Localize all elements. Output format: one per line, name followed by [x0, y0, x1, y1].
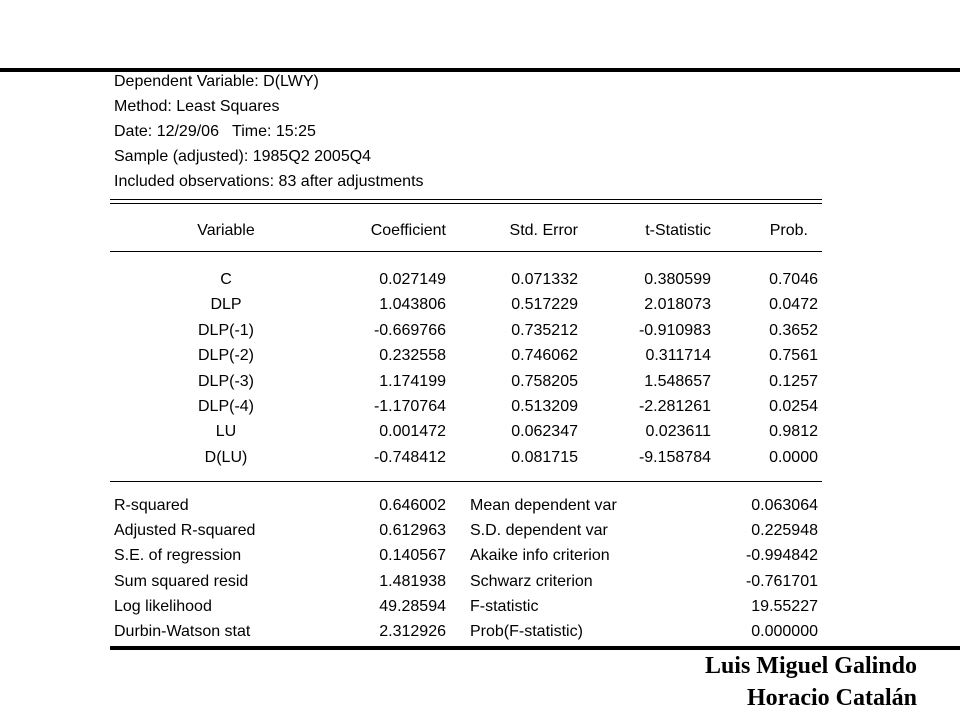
stat-label-left: Durbin-Watson stat: [114, 623, 251, 640]
header-observations: Included observations: 83 after adjustments: [114, 173, 424, 190]
cell-t-statistic: 0.311714: [645, 347, 711, 365]
header-date: Date: 12/29/06 Time: 15:25: [114, 123, 316, 140]
col-variable: Variable: [197, 222, 255, 239]
cell-std-error: 0.071332: [511, 271, 578, 288]
cell-variable: DLP(-4): [197, 398, 254, 415]
stat-label-left: Sum squared resid: [114, 572, 249, 590]
stat-label-right: Prob(F-statistic): [470, 623, 583, 640]
cell-coefficient: -0.748412: [373, 448, 446, 466]
stat-value-right: -0.994842: [745, 547, 818, 565]
stat-label-left: S.E. of regression: [114, 547, 242, 565]
cell-variable: D(LU): [204, 448, 248, 466]
stat-label-right: Mean dependent var: [470, 497, 617, 514]
coef-divider: [110, 481, 822, 482]
cell-std-error: 0.758205: [511, 372, 578, 390]
header-divider-1: [110, 199, 822, 200]
stat-value-right: 0.063064: [751, 497, 818, 514]
cell-prob: 0.7046: [769, 271, 818, 288]
cell-std-error: 0.517229: [511, 296, 578, 314]
cell-prob: 0.0000: [769, 448, 818, 466]
cell-coefficient: 0.232558: [379, 347, 446, 365]
column-header-divider: [110, 251, 822, 252]
col-coefficient: Coefficient: [370, 222, 446, 239]
cell-prob: 0.7561: [769, 347, 818, 365]
cell-coefficient: 1.043806: [379, 296, 446, 314]
cell-variable: DLP(-1): [197, 321, 254, 339]
cell-t-statistic: 0.023611: [645, 423, 711, 441]
cell-coefficient: -0.669766: [373, 321, 446, 339]
cell-std-error: 0.081715: [511, 448, 578, 466]
stat-value-left: 0.646002: [379, 497, 446, 514]
header-dependent-variable: Dependent Variable: D(LWY): [114, 73, 319, 90]
stat-value-left: 0.612963: [379, 522, 446, 540]
cell-coefficient: -1.170764: [373, 398, 446, 415]
cell-t-statistic: -9.158784: [638, 448, 711, 466]
cell-coefficient: 0.027149: [379, 271, 446, 288]
stat-value-left: 49.28594: [379, 597, 446, 615]
cell-coefficient: 1.174199: [379, 372, 446, 390]
cell-variable: DLP(-3): [197, 372, 254, 390]
col-std-error: Std. Error: [509, 222, 578, 239]
stat-value-right: 0.225948: [751, 522, 818, 540]
cell-prob: 0.0472: [769, 296, 818, 314]
bottom-rule: [110, 646, 960, 650]
author-name-1: Luis Miguel Galindo: [704, 653, 917, 679]
cell-variable: DLP(-2): [197, 347, 254, 365]
stat-value-right: -0.761701: [745, 572, 818, 590]
stat-value-left: 0.140567: [379, 547, 446, 565]
cell-prob: 0.1257: [769, 372, 818, 390]
cell-std-error: 0.062347: [511, 423, 578, 441]
cell-prob: 0.9812: [769, 423, 818, 441]
author-name-2: Horacio Catalán: [747, 685, 917, 711]
stat-value-left: 1.481938: [379, 572, 446, 590]
stat-label-right: S.D. dependent var: [470, 522, 608, 540]
cell-t-statistic: 2.018073: [644, 296, 711, 314]
col-t-statistic: t-Statistic: [645, 222, 711, 239]
col-prob: Prob.: [769, 222, 808, 239]
cell-std-error: 0.746062: [511, 347, 578, 365]
cell-t-statistic: 0.380599: [644, 271, 711, 288]
cell-t-statistic: -0.910983: [638, 321, 711, 339]
stat-label-right: F-statistic: [470, 597, 539, 615]
cell-coefficient: 0.001472: [379, 423, 446, 441]
header-divider-2: [110, 203, 822, 204]
cell-t-statistic: 1.548657: [644, 372, 711, 390]
stat-label-left: R-squared: [114, 497, 189, 514]
stat-label-left: Log likelihood: [114, 597, 212, 615]
stat-value-right: 19.55227: [751, 597, 818, 615]
stat-label-right: Akaike info criterion: [470, 547, 610, 565]
stat-label-left: Adjusted R-squared: [114, 522, 256, 540]
stat-value-left: 2.312926: [379, 623, 446, 640]
stat-label-right: Schwarz criterion: [470, 572, 593, 590]
cell-std-error: 0.513209: [511, 398, 578, 415]
cell-variable: DLP: [210, 296, 242, 314]
header-sample: Sample (adjusted): 1985Q2 2005Q4: [114, 148, 372, 165]
cell-prob: 0.0254: [769, 398, 818, 415]
top-rule: [0, 68, 960, 72]
stat-value-right: 0.000000: [751, 623, 818, 640]
cell-variable: C: [220, 271, 232, 288]
cell-variable: LU: [215, 423, 237, 441]
cell-t-statistic: -2.281261: [638, 398, 711, 415]
cell-prob: 0.3652: [769, 321, 818, 339]
cell-std-error: 0.735212: [511, 321, 578, 339]
header-method: Method: Least Squares: [114, 98, 280, 115]
